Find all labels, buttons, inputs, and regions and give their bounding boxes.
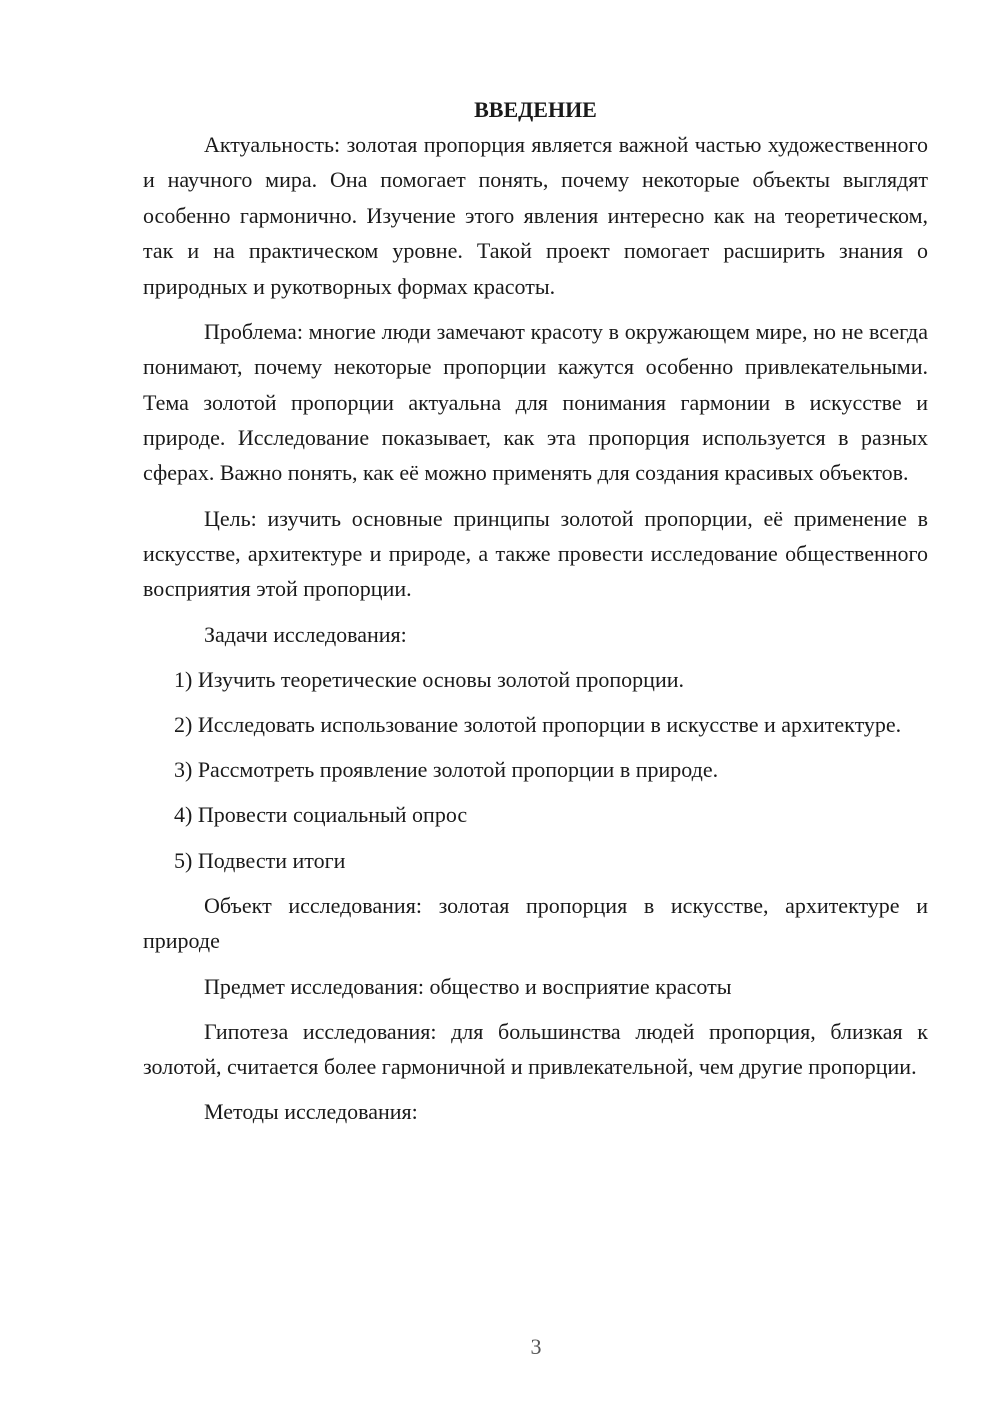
paragraph-object: Объект исследования: золотая пропорция в искусстве, архитектуре и природе <box>143 892 928 954</box>
document-page <box>143 92 928 1140</box>
paragraph-goal: Цель: изучить основные принципы золотой пропорции, её применение в искусстве, архитектуре и природе, а также провести исследование общественного восприятия этой пропорции. <box>143 505 928 602</box>
task-item-1: 1) Изучить теоретические основы золотой пропорции. <box>174 666 685 692</box>
paragraph-subject: Предмет исследования: общество и восприятие красоты <box>204 973 732 999</box>
paragraph-relevance: Актуальность: золотая пропорция является важной частью художественного и научного мира. Она помогает понять, почему некоторые объекты выглядят особенно гармонично. Изучение этого явления интересно как на теоретическом, так и на практическом уровне. Такой проект помогает расширить знания о природных и рукотворных формах красоты. <box>143 132 928 299</box>
task-item-3: 3) Рассмотреть проявление золотой пропорции в природе. <box>174 757 719 783</box>
section-title: ВВЕДЕНИЕ <box>474 97 597 122</box>
task-item-5: 5) Подвести итоги <box>174 847 346 873</box>
task-item-4: 4) Провести социальный опрос <box>174 802 468 828</box>
paragraph-methods: Методы исследования: <box>204 1099 418 1125</box>
page-number: 3 <box>530 1334 542 1359</box>
paragraph-tasks-heading: Задачи исследования: <box>204 621 407 647</box>
paragraph-problem: Проблема: многие люди замечают красоту в окружающем мире, но не всегда понимают, почему некоторые пропорции кажутся особенно привлекательными. Тема золотой пропорции актуальна для понимания гармонии в искусстве и природе. Исследование показывает, как эта пропорция используется в разных сферах. Важно понять, как её можно применять для создания красивых объектов. <box>143 318 928 486</box>
paragraph-hypothesis: Гипотеза исследования: для большинства людей пропорция, близкая к золотой, считается более гармоничной и привлекательной, чем другие пропорции. <box>143 1018 928 1080</box>
task-item-2: 2) Исследовать использование золотой пропорции в искусстве и архитектуре. <box>174 712 902 738</box>
